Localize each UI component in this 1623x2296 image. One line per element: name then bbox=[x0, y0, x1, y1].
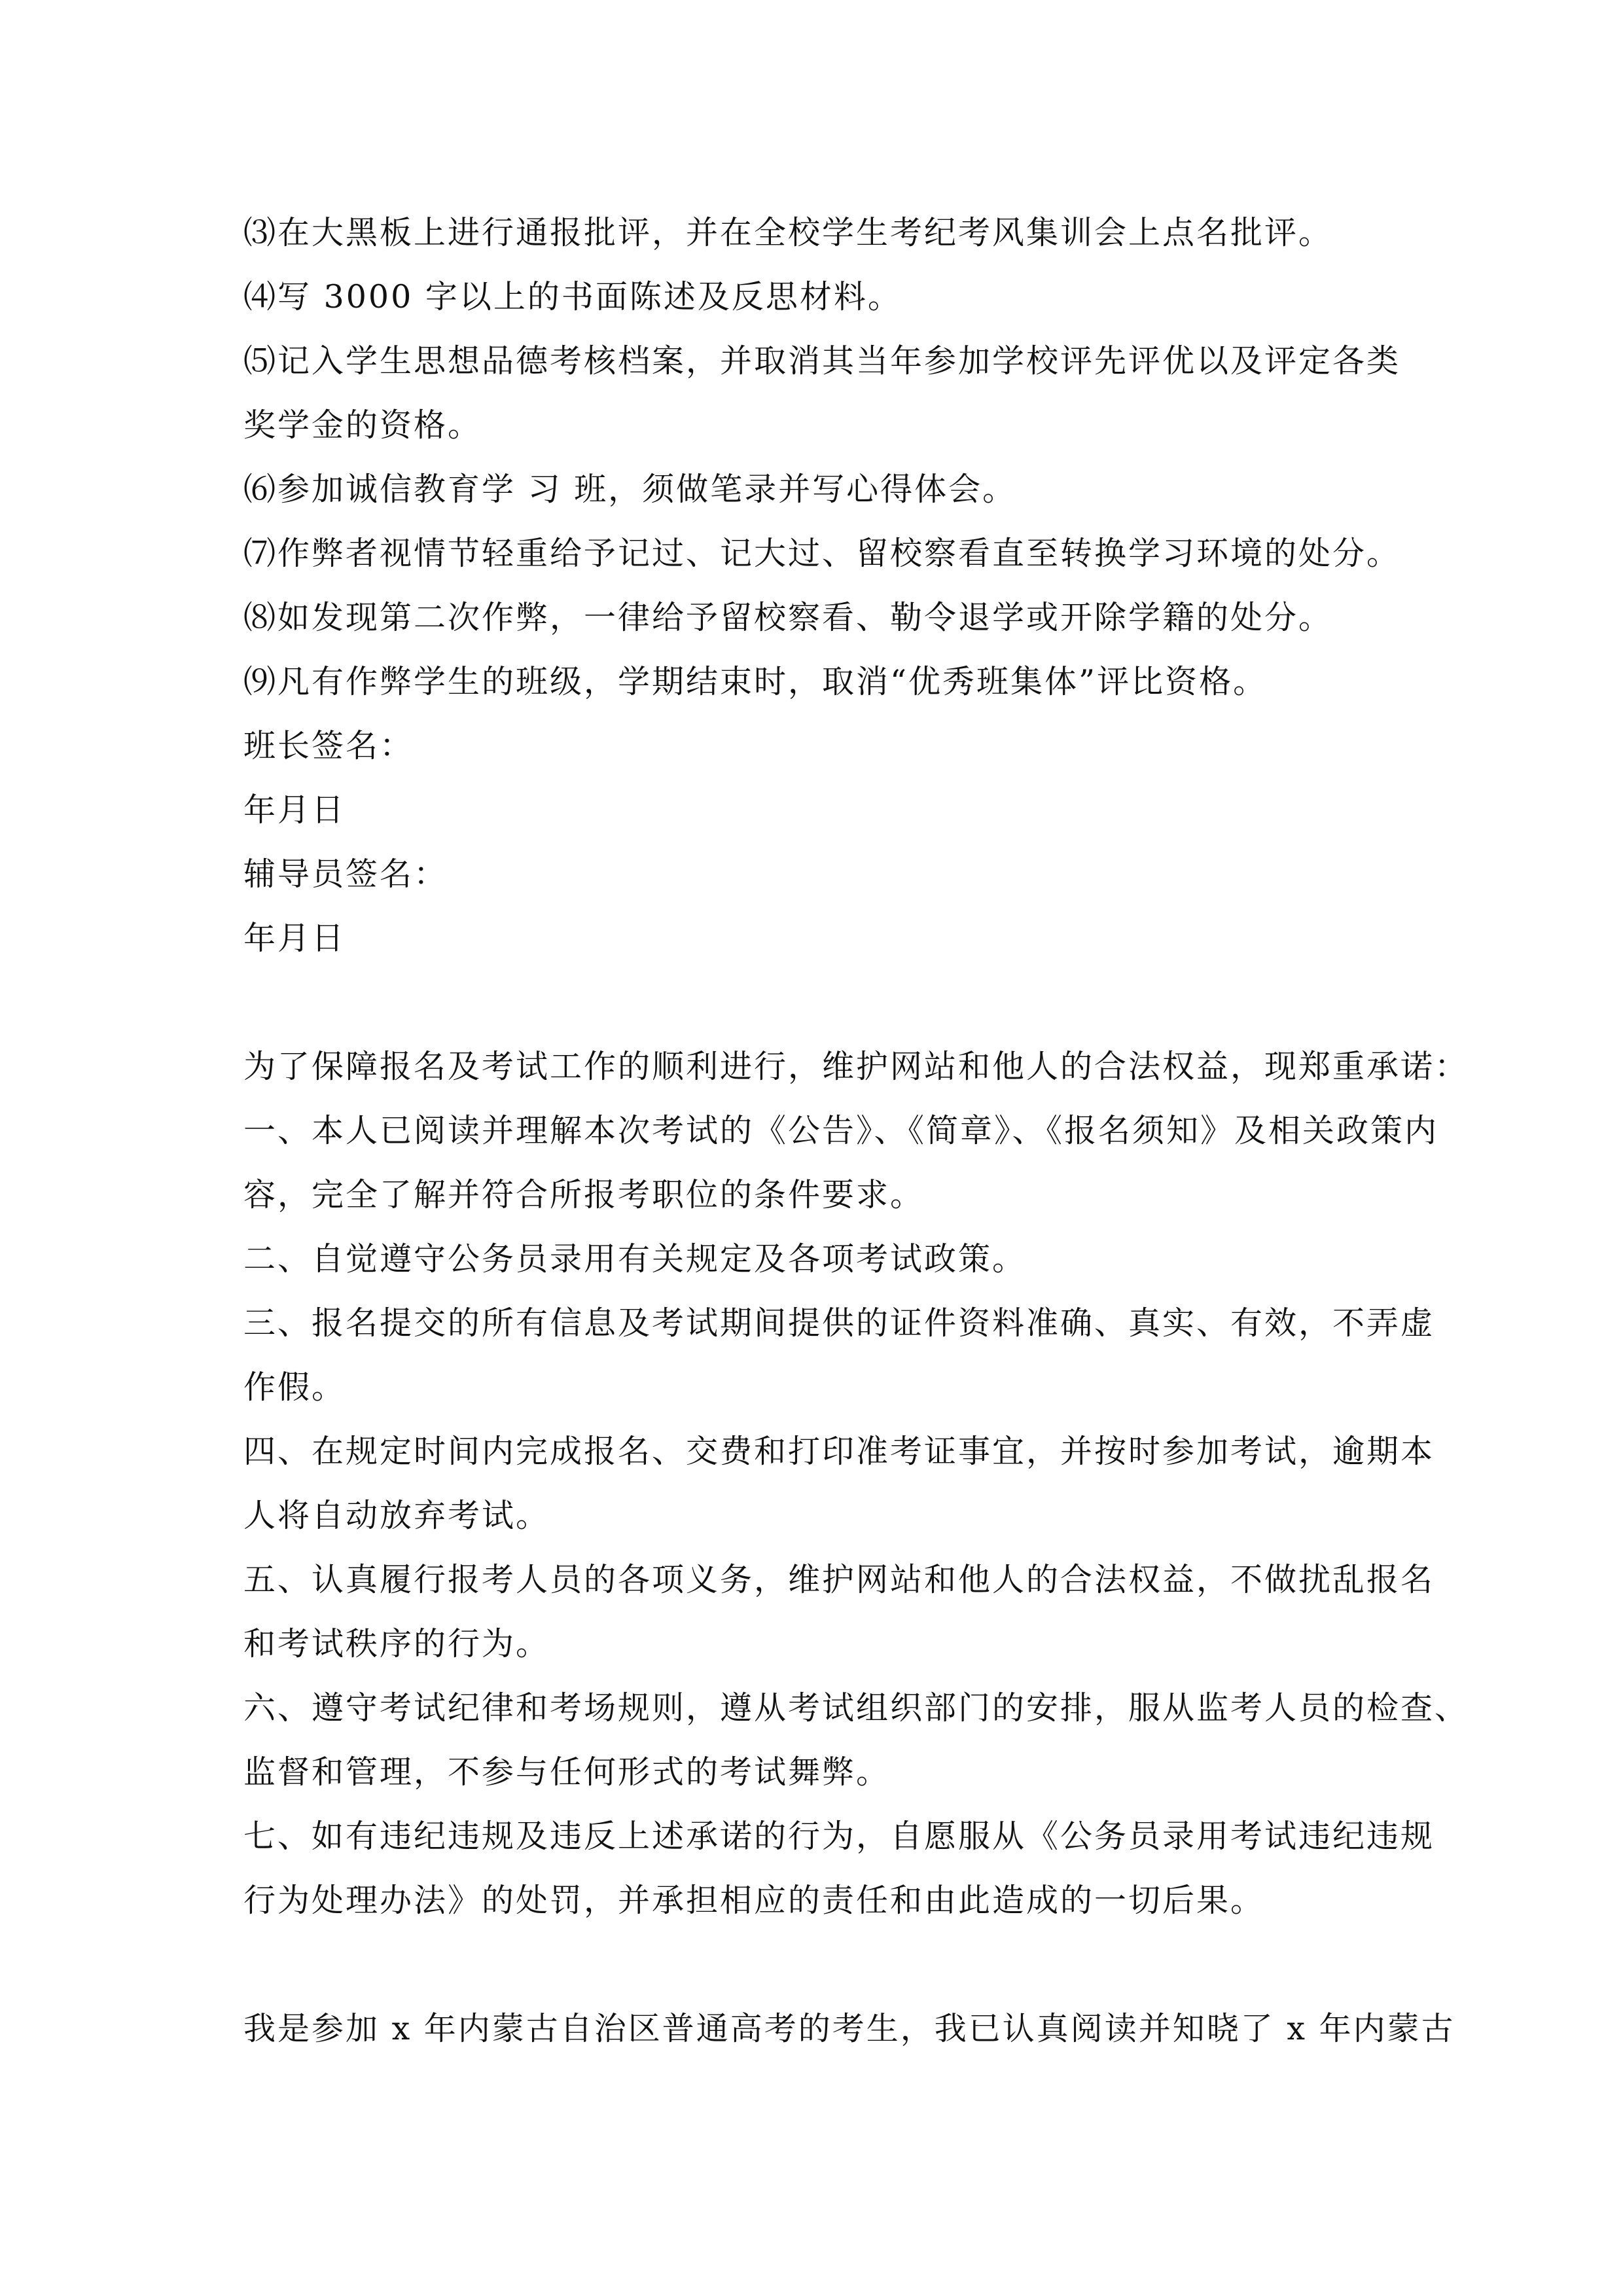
pledge-line-7-continued: 行为处理办法》的处罚，并承担相应的责任和由此造成的一切后果。 bbox=[243, 1882, 1265, 1919]
pledge-line-6: 六、遵守考试纪律和考场规则，遵从考试组织部门的安排，服从监考人员的检查、 bbox=[243, 1689, 1469, 1727]
pledge-line-1: 一、本人已阅读并理解本次考试的《公告》、《简章》、《报名须知》及相关政策内 bbox=[243, 1112, 1439, 1149]
pledge-line-6-continued: 监督和管理，不参与任何形式的考试舞弊。 bbox=[243, 1753, 891, 1791]
counselor-date-label: 年月日 bbox=[243, 920, 346, 957]
section-spacer bbox=[243, 971, 1382, 1035]
pledge-line-4: 四、在规定时间内完成报名、交费和打印准考证事宜，并按时参加考试，逾期本 bbox=[243, 1433, 1435, 1470]
penalty-item-8: ⑻如发现第二次作弊，一律给予留校察看、勒令退学或开除学籍的处分。 bbox=[243, 599, 1333, 636]
penalty-item-3: ⑶在大黑板上进行通报批评，并在全校学生考纪考风集训会上点名批评。 bbox=[243, 214, 1333, 251]
pledge-line-7: 七、如有违纪违规及违反上述承诺的行为，自愿服从《公务员录用考试违纪违规 bbox=[243, 1818, 1435, 1855]
penalty-item-5: ⑸记入学生思想品德考核档案，并取消其当年参加学校评先评优以及评定各类 bbox=[243, 342, 1401, 380]
penalty-item-7: ⑺作弊者视情节轻重给予记过、记大过、留校察看直至转换学习环境的处分。 bbox=[243, 535, 1401, 572]
section-spacer-2 bbox=[243, 1933, 1382, 1997]
candidate-statement-line: 我是参加 x 年内蒙古自治区普通高考的考生，我已认真阅读并知晓了 x 年内蒙古 bbox=[243, 2010, 1455, 2047]
pledge-line-5: 五、认真履行报考人员的各项义务，维护网站和他人的合法权益，不做扰乱报名 bbox=[243, 1561, 1435, 1598]
pledge-line-4-continued: 人将自动放弃考试。 bbox=[243, 1497, 550, 1534]
monitor-date-label: 年月日 bbox=[243, 791, 346, 829]
penalty-item-4: ⑷写 3000 字以上的书面陈述及反思材料。 bbox=[243, 278, 902, 315]
pledge-line-5-continued: 和考试秩序的行为。 bbox=[243, 1625, 550, 1662]
counselor-signature-label: 辅导员签名： bbox=[243, 855, 448, 893]
pledge-line-1-continued: 容，完全了解并符合所报考职位的条件要求。 bbox=[243, 1176, 925, 1213]
penalty-item-9: ⑼凡有作弊学生的班级，学期结束时，取消“优秀班集体”评比资格。 bbox=[243, 663, 1268, 700]
pledge-line-3-continued: 作假。 bbox=[243, 1369, 346, 1406]
monitor-signature-label: 班长签名： bbox=[243, 727, 414, 764]
penalty-item-5-continued: 奖学金的资格。 bbox=[243, 406, 482, 444]
pledge-line-2: 二、自觉遵守公务员录用有关规定及各项考试政策。 bbox=[243, 1240, 1027, 1278]
pledge-intro: 为了保障报名及考试工作的顺利进行，维护网站和他人的合法权益，现郑重承诺： bbox=[243, 1048, 1469, 1085]
document-body bbox=[243, 201, 1469, 2061]
penalty-item-6: ⑹参加诚信教育学 习 班，须做笔录并写心得体会。 bbox=[243, 471, 1017, 508]
pledge-line-3: 三、报名提交的所有信息及考试期间提供的证件资料准确、真实、有效，不弄虚 bbox=[243, 1304, 1435, 1342]
